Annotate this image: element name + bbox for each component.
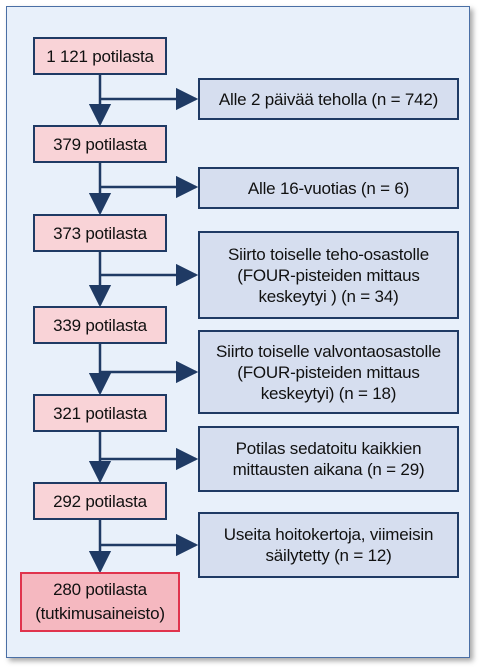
main-box-6 <box>33 482 167 520</box>
main-box-3 <box>33 214 167 252</box>
exclusion-box-1 <box>198 78 459 120</box>
main-box-4-label: 339 potilasta <box>53 315 147 335</box>
exclusion-box-3-line-2: (FOUR-pisteiden mittaus <box>237 265 420 285</box>
main-box-1-label: 1 121 potilasta <box>46 46 154 66</box>
main-box-5 <box>33 394 167 432</box>
main-box-6-label: 292 potilasta <box>53 491 147 511</box>
main-box-1 <box>33 37 167 75</box>
main-box-3-label: 373 potilasta <box>53 223 147 243</box>
main-box-2 <box>33 125 167 163</box>
exclusion-box-4-line-2: (FOUR-pisteiden mittaus <box>237 362 420 382</box>
exclusion-box-2 <box>198 167 459 209</box>
exclusion-box-2-line-1: Alle 16-vuotias (n = 6) <box>247 178 410 198</box>
exclusion-box-3 <box>198 231 459 319</box>
exclusion-box-6 <box>198 512 459 578</box>
exclusion-box-3-line-1: Siirto toiselle teho-osastolle <box>228 244 429 264</box>
final-box-line-1: 280 potilasta <box>53 580 147 599</box>
main-box-5-label: 321 potilasta <box>53 403 147 423</box>
exclusion-box-4 <box>198 330 459 414</box>
exclusion-box-4-line-1: Siirto toiselle valvontaosastolle <box>216 341 441 361</box>
exclusion-box-4-line-3: keskeytyi) (n = 18) <box>260 383 397 403</box>
exclusion-box-3-line-3: keskeytyi ) (n = 34) <box>258 286 399 306</box>
exclusion-box-5-line-1: Potilas sedatoitu kaikkien <box>235 439 422 458</box>
exclusion-box-6-line-2: säilytetty (n = 12) <box>265 546 392 565</box>
final-box <box>20 572 180 632</box>
exclusion-box-5 <box>198 426 459 492</box>
exclusion-box-6-line-1: Useita hoitokertoja, viimeisin <box>223 525 434 544</box>
exclusion-box-5-line-2: mittausten aikana (n = 29) <box>232 460 425 479</box>
main-box-2-label: 379 potilasta <box>53 134 147 154</box>
exclusion-box-1-line-1: Alle 2 päivää teholla (n = 742) <box>218 89 439 109</box>
main-box-4 <box>33 306 167 344</box>
final-box-line-2: (tutkimusaineisto) <box>35 604 165 623</box>
